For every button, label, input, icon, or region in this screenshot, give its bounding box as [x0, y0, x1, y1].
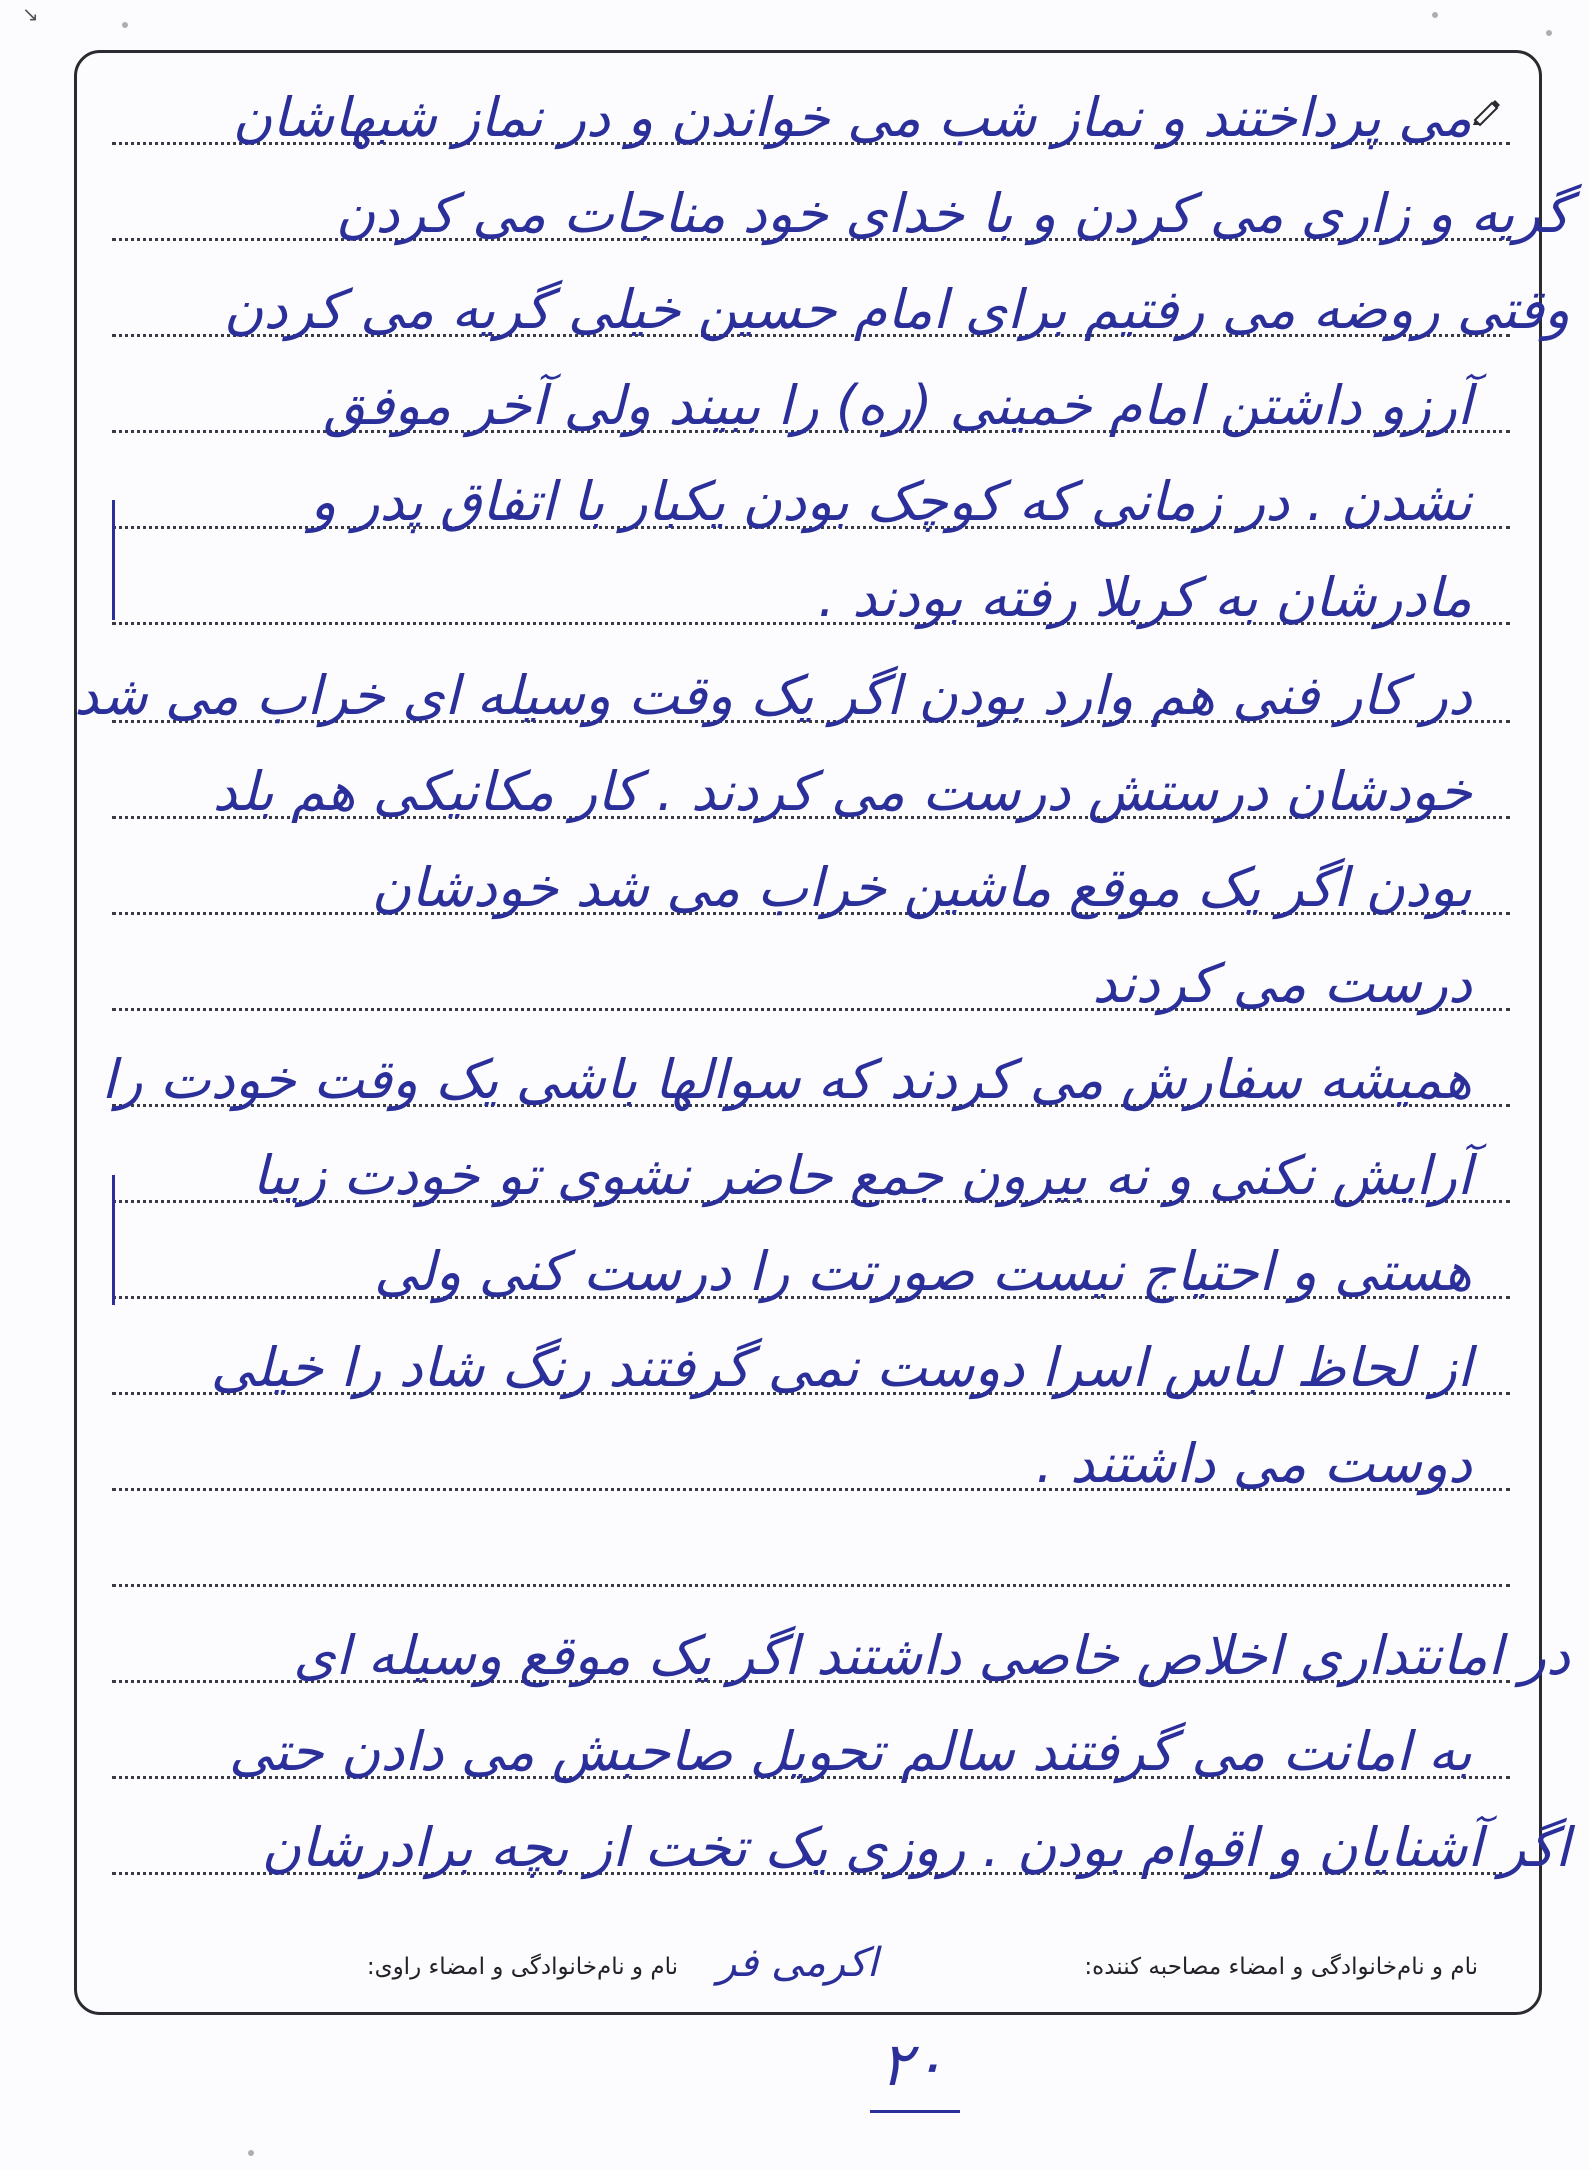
- handwritten-line: از لحاظ لباس اسرا دوست نمی گرفتند رنگ شاد را خیلی: [210, 1336, 1472, 1399]
- page-number: ۲۰: [880, 2030, 945, 2100]
- scan-speck: [122, 22, 128, 28]
- handwritten-line: بودن اگر یک موقع ماشین خراب می شد خودشان: [371, 856, 1472, 919]
- handwritten-line: گریه و زاری می کردن و با خدای خود مناجات می کردن: [335, 182, 1570, 245]
- handwritten-line: آرایش نکنی و نه بیرون جمع حاضر نشوی تو خودت زیبا: [252, 1144, 1472, 1207]
- handwritten-line: هستی و احتیاج نیست صورتت را درست کنی ولی: [373, 1240, 1472, 1303]
- handwritten-line: در امانتداری اخلاص خاصی داشتند اگر یک موقع وسیله ای: [293, 1624, 1570, 1687]
- handwritten-line: می پرداختند و نماز شب می خواندن و در نماز شبهاشان: [232, 86, 1472, 149]
- handwritten-line: نشدن . در زمانی که کوچک بودن یکبار با اتفاق پدر و: [310, 470, 1472, 533]
- handwritten-line: در کار فنی هم وارد بودن اگر یک وقت وسیله ای خراب می شد: [74, 664, 1472, 727]
- narrator-label: نام و نام‌خانوادگی و امضاء راوی:: [366, 1954, 678, 1980]
- handwritten-line: وقتی روضه می رفتیم برای امام حسین خیلی گریه می کردن: [223, 278, 1570, 341]
- signature-footer: [112, 1940, 1478, 1992]
- handwritten-line: اگر آشنایان و اقوام بودن . روزی یک تخت از بچه برادرشان: [261, 1816, 1570, 1879]
- interviewer-signature: اکرمی فر: [717, 1940, 878, 1986]
- handwritten-line: درست می کردند: [1092, 952, 1472, 1015]
- handwritten-line: خودشان درستش درست می کردند . کار مکانیکی هم بلد: [212, 760, 1472, 823]
- handwritten-line: مادرشان به کربلا رفته بودند .: [817, 566, 1472, 629]
- scan-speck: [248, 2150, 254, 2156]
- scan-speck: [1432, 12, 1438, 18]
- handwritten-line: آرزو داشتن امام خمینی (ره) را ببیند ولی آخر موفق: [323, 374, 1472, 437]
- scan-corner-mark: ↘: [22, 2, 39, 26]
- handwritten-line: دوست می داشتند .: [1035, 1432, 1472, 1495]
- scan-speck: [1546, 30, 1552, 36]
- page-number-underline: [870, 2110, 960, 2113]
- pen-icon: [1472, 96, 1502, 126]
- handwritten-line: همیشه سفارش می کردند که سوالها باشی یک وقت خودت را: [101, 1048, 1472, 1111]
- interviewer-label: نام و نام‌خانوادگی و امضاء مصاحبه کننده:: [1084, 1954, 1478, 1980]
- handwritten-line: به امانت می گرفتند سالم تحویل صاحبش می دادن حتی: [228, 1720, 1472, 1783]
- ruled-line: [112, 1584, 1510, 1587]
